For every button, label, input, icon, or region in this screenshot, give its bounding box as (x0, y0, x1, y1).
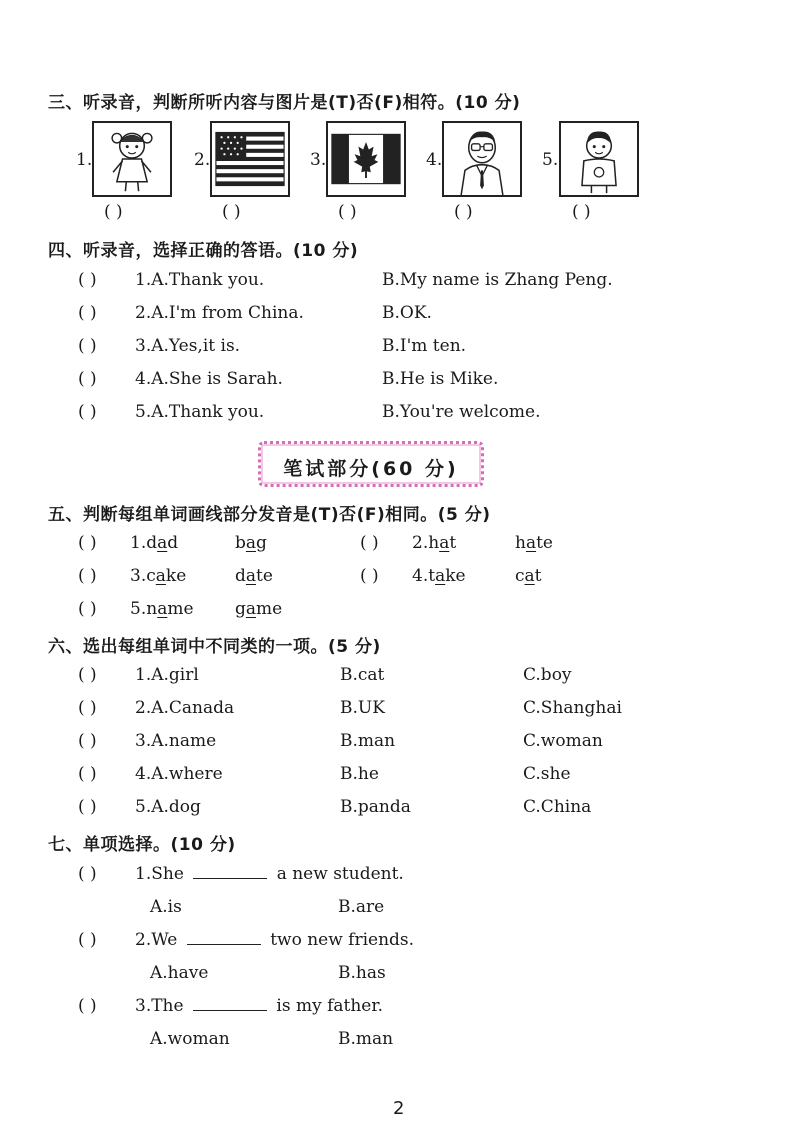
s6-q5-option-b: B.panda (340, 797, 411, 817)
s7-q3-sentence: 3.The is my father. (135, 996, 384, 1016)
section3-heading: 三、听录音，判断所听内容与图片是(T)否(F)相符。(10 分) (48, 93, 521, 113)
s5-q1-word2: bag (235, 533, 267, 553)
s5-q4-paren[interactable]: ( ) (360, 566, 379, 586)
s6-q3-option-b: B.man (340, 731, 396, 751)
section6-heading: 六、选出每组单词中不同类的一项。(5 分) (48, 637, 381, 657)
s7-q1-sentence: 1.She a new student. (135, 864, 404, 884)
s4-q3-option-b: B.I'm ten. (382, 336, 467, 356)
pic4-number: 4. (426, 150, 443, 170)
s7-q3-paren[interactable]: ( ) (78, 996, 97, 1016)
section7-heading: 七、单项选择。(10 分) (48, 835, 236, 855)
s6-q4-paren[interactable]: ( ) (78, 764, 97, 784)
s5-q1-paren[interactable]: ( ) (78, 533, 97, 553)
s4-q2-option-b: B.OK. (382, 303, 432, 323)
s6-q2-option-b: B.UK (340, 698, 385, 718)
pic5-number: 5. (542, 150, 559, 170)
pic3-answer-paren[interactable]: ( ) (338, 202, 357, 222)
s4-q5-option-a: 5.A.Thank you. (135, 402, 265, 422)
s7-q2-blank[interactable] (187, 930, 261, 945)
girl-icon (92, 121, 172, 197)
s5-q2-word1: 2.hat (412, 533, 457, 553)
boy-icon (559, 121, 639, 197)
s6-q2-paren[interactable]: ( ) (78, 698, 97, 718)
s4-q2-option-a: 2.A.I'm from China. (135, 303, 304, 323)
s6-q2-option-c: C.Shanghai (523, 698, 622, 718)
s7-q2-option-b: B.has (338, 963, 386, 983)
s5-q3-paren[interactable]: ( ) (78, 566, 97, 586)
canada-flag-icon (326, 121, 406, 197)
s5-q2-paren[interactable]: ( ) (360, 533, 379, 553)
s5-q1-word1: 1.dad (130, 533, 179, 553)
s6-q3-option-c: C.woman (523, 731, 603, 751)
s4-q4-option-b: B.He is Mike. (382, 369, 499, 389)
s6-q1-option-a: 1.A.girl (135, 665, 199, 685)
s4-q1-paren[interactable]: ( ) (78, 270, 97, 290)
pic1-answer-paren[interactable]: ( ) (104, 202, 123, 222)
s7-q1-option-a: A.is (150, 897, 182, 917)
s4-q4-option-a: 4.A.She is Sarah. (135, 369, 283, 389)
s5-q5-word1: 5.name (130, 599, 194, 619)
section4-heading: 四、听录音，选择正确的答语。(10 分) (48, 241, 359, 261)
s4-q3-option-a: 3.A.Yes,it is. (135, 336, 241, 356)
s6-q1-paren[interactable]: ( ) (78, 665, 97, 685)
s6-q4-option-c: C.she (523, 764, 571, 784)
s4-q5-option-b: B.You're welcome. (382, 402, 541, 422)
s6-q1-option-b: B.cat (340, 665, 385, 685)
s7-q3-option-a: A.woman (150, 1029, 230, 1049)
s5-q3-word2: date (235, 566, 273, 586)
pic5-answer-paren[interactable]: ( ) (572, 202, 591, 222)
page-number: 2 (393, 1098, 405, 1119)
s5-q5-word2: game (235, 599, 283, 619)
s5-q3-word1: 3.cake (130, 566, 187, 586)
s7-q3-blank[interactable] (193, 996, 267, 1011)
s6-q5-option-c: C.China (523, 797, 592, 817)
s7-q1-blank[interactable] (193, 864, 267, 879)
s7-q2-sentence: 2.We two new friends. (135, 930, 415, 950)
written-part-banner-text: 笔试部分(60 分) (283, 458, 459, 480)
s4-q5-paren[interactable]: ( ) (78, 402, 97, 422)
s6-q3-paren[interactable]: ( ) (78, 731, 97, 751)
s7-q2-option-a: A.have (150, 963, 209, 983)
s4-q2-paren[interactable]: ( ) (78, 303, 97, 323)
s4-q1-option-b: B.My name is Zhang Peng. (382, 270, 613, 290)
s5-q2-word2: hate (515, 533, 553, 553)
s6-q1-option-c: C.boy (523, 665, 572, 685)
s6-q4-option-a: 4.A.where (135, 764, 223, 784)
s6-q5-option-a: 5.A.dog (135, 797, 201, 817)
s7-q3-option-b: B.man (338, 1029, 394, 1049)
man-with-glasses-icon (442, 121, 522, 197)
s5-q4-word1: 4.take (412, 566, 466, 586)
s5-q5-paren[interactable]: ( ) (78, 599, 97, 619)
section5-heading: 五、判断每组单词画线部分发音是(T)否(F)相同。(5 分) (48, 505, 491, 525)
pic2-answer-paren[interactable]: ( ) (222, 202, 241, 222)
s6-q2-option-a: 2.A.Canada (135, 698, 235, 718)
pic3-number: 3. (310, 150, 327, 170)
pic2-number: 2. (194, 150, 211, 170)
s6-q3-option-a: 3.A.name (135, 731, 217, 751)
s6-q5-paren[interactable]: ( ) (78, 797, 97, 817)
s4-q1-option-a: 1.A.Thank you. (135, 270, 265, 290)
usa-flag-icon (210, 121, 290, 197)
written-part-banner (258, 441, 484, 487)
pic4-answer-paren[interactable]: ( ) (454, 202, 473, 222)
s4-q3-paren[interactable]: ( ) (78, 336, 97, 356)
s5-q4-word2: cat (515, 566, 542, 586)
s4-q4-paren[interactable]: ( ) (78, 369, 97, 389)
s7-q1-paren[interactable]: ( ) (78, 864, 97, 884)
s7-q2-paren[interactable]: ( ) (78, 930, 97, 950)
s7-q1-option-b: B.are (338, 897, 385, 917)
s6-q4-option-b: B.he (340, 764, 379, 784)
pic1-number: 1. (76, 150, 93, 170)
